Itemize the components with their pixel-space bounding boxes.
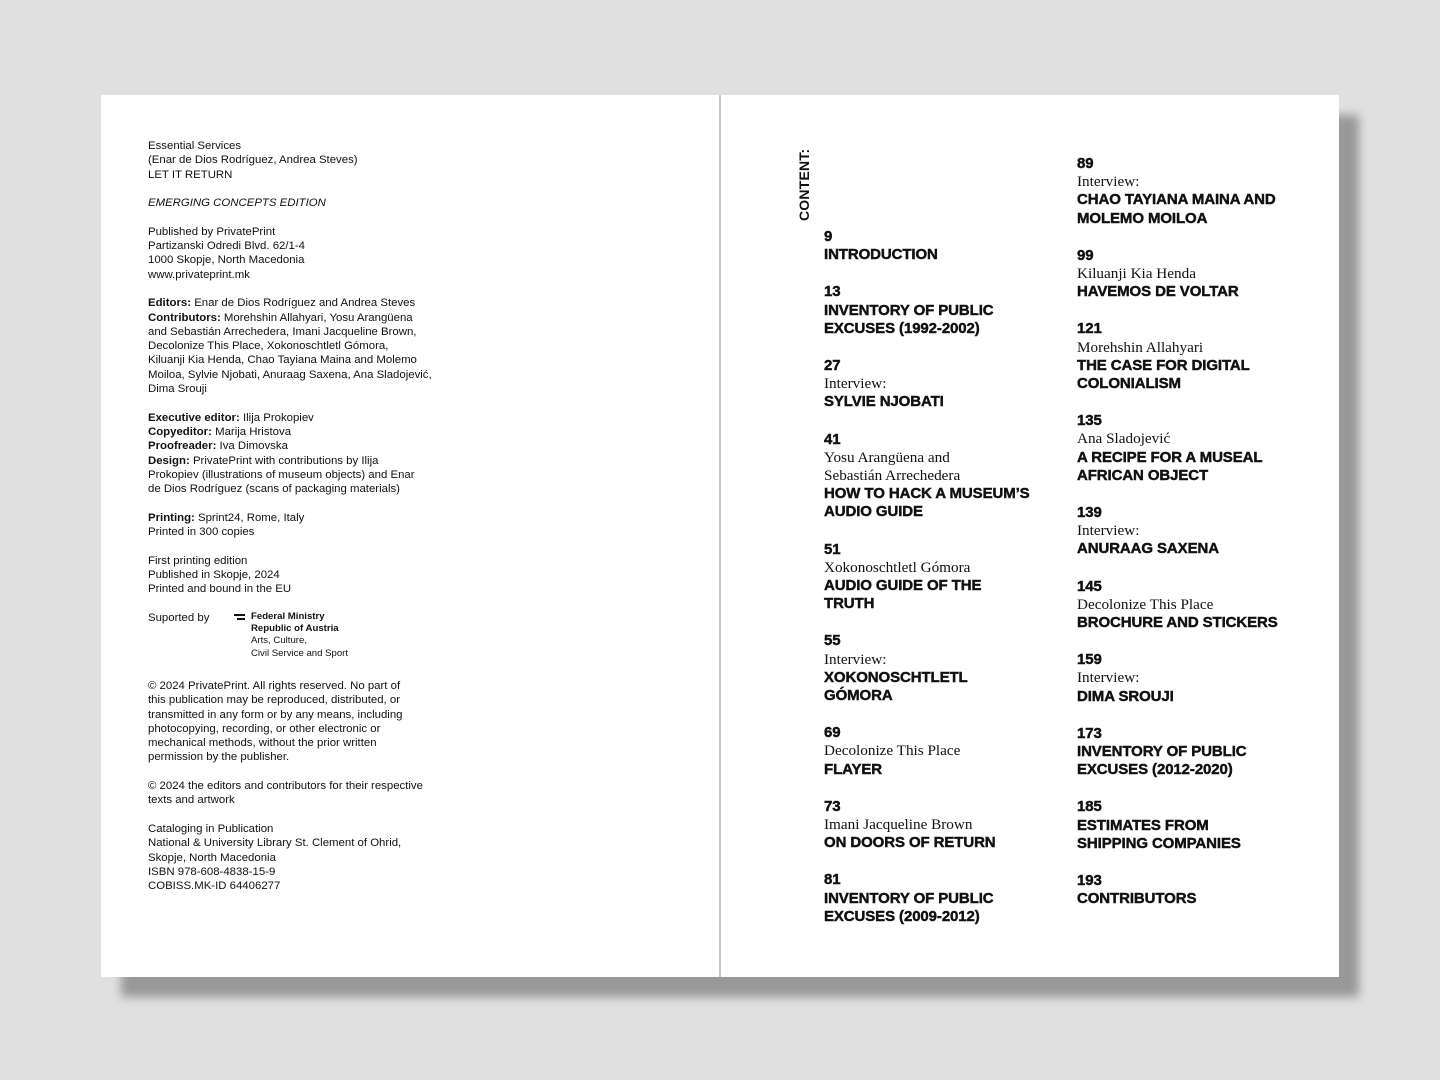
toc-title: HAVEMOS DE VOLTAR <box>1077 283 1239 301</box>
austria-flag-icon <box>234 614 245 622</box>
toc-title: INVENTORY OF PUBLIC <box>1077 743 1247 761</box>
design-line <box>148 454 478 468</box>
contributors-line <box>148 311 478 325</box>
printing-info-line: Published in Skopje, 2024 <box>148 568 280 581</box>
contents-heading: CONTENT: <box>796 148 812 221</box>
toc-page-number: 69 <box>824 724 841 742</box>
toc-title: HOW TO HACK A MUSEUM’S <box>824 485 1030 503</box>
toc-author: Interview: <box>1077 173 1140 191</box>
toc-page-number: 89 <box>1077 155 1094 172</box>
toc-title: MOLEMO MOILOA <box>1077 209 1208 227</box>
ministry-line: Federal Ministry <box>251 610 325 622</box>
design-label: Design: <box>148 454 190 467</box>
toc-title: SHIPPING COMPANIES <box>1077 834 1241 852</box>
ministry-name <box>251 611 348 660</box>
rights2-line: © 2024 the editors and contributors for their respective <box>148 780 423 793</box>
toc-entry <box>1077 412 1317 485</box>
proofreader-label: Proofreader: <box>148 440 217 453</box>
toc-title: ON DOORS OF RETURN <box>824 834 996 852</box>
toc-title: TRUTH <box>824 595 875 613</box>
cobiss-id: COBISS.MK-ID 64406277 <box>148 880 281 893</box>
toc-title: DIMA SROUJI <box>1077 687 1174 705</box>
design-value: PrivatePrint with contributions by Ilija <box>189 454 379 467</box>
copyeditor-line <box>148 425 478 439</box>
contributors-line: Decolonize This Place, Xokonoschtletl Gómora, <box>148 340 389 353</box>
editors-line <box>148 296 478 310</box>
header-line: (Enar de Dios Rodríguez, Andrea Steves) <box>148 154 358 167</box>
publisher-website: www.privateprint.mk <box>148 268 250 281</box>
toc-author: Interview: <box>824 375 887 393</box>
toc-entry <box>1077 578 1317 633</box>
toc-author: Yosu Arangüena and <box>824 448 950 466</box>
toc-title: ANURAAG SAXENA <box>1077 540 1219 558</box>
toc-title: A RECIPE FOR A MUSEAL <box>1077 448 1263 466</box>
edition-block <box>148 196 478 210</box>
publisher-block <box>148 225 478 282</box>
toc-title: AUDIO GUIDE <box>824 503 923 521</box>
toc-title: EXCUSES (2009-2012) <box>824 907 980 925</box>
design-line: Prokopiev (illustrations of museum objects) and Enar <box>148 468 415 481</box>
credits-block <box>148 296 478 396</box>
edition-name: EMERGING CONCEPTS EDITION <box>148 197 326 210</box>
toc-author: Kiluanji Kia Henda <box>1077 265 1196 283</box>
book-header <box>148 139 478 182</box>
rights2-block <box>148 779 478 808</box>
staff-block <box>148 411 478 497</box>
toc-page-number: 135 <box>1077 412 1102 430</box>
toc-entry <box>1077 247 1317 302</box>
toc-column-right <box>1077 155 1317 928</box>
toc-entry <box>824 541 1064 614</box>
header-line: Essential Services <box>148 140 242 152</box>
toc-entry <box>824 283 1064 338</box>
printed-copies: Printed in 300 copies <box>148 526 255 539</box>
executive-editor-label: Executive editor: <box>148 411 240 424</box>
toc-author: Morehshin Allahyari <box>1077 338 1204 356</box>
toc-page-number: 9 <box>824 228 833 245</box>
cip-line: Cataloging in Publication <box>148 822 274 835</box>
toc-page-number: 73 <box>824 797 841 815</box>
cip-line: Skopje, North Macedonia <box>148 851 276 864</box>
toc-title: SYLVIE NJOBATI <box>824 393 944 411</box>
toc-page-number: 51 <box>824 540 841 558</box>
rights-block <box>148 679 478 765</box>
toc-page-number: 159 <box>1077 651 1102 669</box>
contributors-line: and Sebastián Arrechedera, Imani Jacqueline Brown, <box>148 325 417 338</box>
toc-title: AUDIO GUIDE OF THE <box>824 577 982 595</box>
toc-title: CONTRIBUTORS <box>1077 890 1197 908</box>
design-line: de Dios Rodríguez (scans of packaging materials) <box>148 483 400 496</box>
toc-title: CHAO TAYIANA MAINA AND <box>1077 191 1276 209</box>
proofreader-value: Iva Dimovska <box>216 440 288 453</box>
publisher-line: Published by PrivatePrint <box>148 225 276 238</box>
contributors-line: Moiloa, Sylvie Njobati, Anuraag Saxena, Ana Sladojević, <box>148 368 432 381</box>
toc-page-number: 173 <box>1077 724 1102 742</box>
toc-entry <box>1077 155 1317 228</box>
toc-title: ESTIMATES FROM <box>1077 816 1209 834</box>
contributors-line: Kiluanji Kia Henda, Chao Tayiana Maina and Molemo <box>148 354 417 367</box>
toc-page-number: 41 <box>824 430 841 448</box>
colophon <box>148 139 478 908</box>
toc-page-number: 121 <box>1077 320 1102 338</box>
toc-entry <box>824 357 1064 412</box>
executive-editor-line <box>148 411 478 425</box>
rights-line: this publication may be reproduced, distributed, or <box>148 694 401 707</box>
toc-entry <box>1077 872 1317 908</box>
ministry-line: Arts, Culture, <box>251 635 307 647</box>
toc-title: THE CASE FOR DIGITAL <box>1077 356 1250 374</box>
colophon-page <box>101 95 719 977</box>
header-line: LET IT RETURN <box>148 168 233 181</box>
printing-block <box>148 511 478 540</box>
ministry-line: Civil Service and Sport <box>251 647 349 659</box>
toc-entry <box>1077 651 1317 706</box>
editors-value: Enar de Dios Rodríguez and Andrea Steves <box>191 297 416 310</box>
toc-entry <box>824 431 1064 522</box>
toc-page-number: 193 <box>1077 872 1102 890</box>
toc-entry <box>824 724 1064 779</box>
rights-line: mechanical methods, without the prior written <box>148 737 377 750</box>
toc-title: XOKONOSCHTLETL <box>824 668 968 686</box>
toc-page-number: 27 <box>824 357 841 375</box>
toc-author: Imani Jacqueline Brown <box>824 816 973 834</box>
publisher-line: 1000 Skopje, North Macedonia <box>148 254 305 267</box>
copyeditor-label: Copyeditor: <box>148 425 212 438</box>
toc-author: Interview: <box>824 650 887 668</box>
toc-title: BROCHURE AND STICKERS <box>1077 614 1278 632</box>
rights-line: transmitted in any form or by any means, including <box>148 708 403 721</box>
ministry-line: Republic of Austria <box>251 623 339 635</box>
publisher-line: Partizanski Odredi Blvd. 62/1-4 <box>148 240 306 253</box>
rights-line: © 2024 PrivatePrint. All rights reserved. No part of <box>148 679 401 692</box>
rights2-line: texts and artwork <box>148 794 235 807</box>
toc-title: EXCUSES (1992-2002) <box>824 319 980 337</box>
toc-column-left <box>824 228 1064 945</box>
rights-line: photocopying, recording, or other electronic or <box>148 722 381 735</box>
printing-info-line: First printing edition <box>148 554 248 567</box>
toc-title: INTRODUCTION <box>824 246 938 264</box>
toc-author: Decolonize This Place <box>824 742 961 760</box>
toc-page-number: 81 <box>824 871 841 889</box>
copyeditor-value: Marija Hristova <box>211 425 292 438</box>
printing-info-line: Printed and bound in the EU <box>148 583 292 596</box>
ministry-logo <box>234 611 348 660</box>
toc-title: GÓMORA <box>824 687 893 705</box>
cip-line: National & University Library St. Clement of Ohrid, <box>148 837 402 850</box>
toc-title: COLONIALISM <box>1077 375 1181 393</box>
toc-author: Interview: <box>1077 669 1140 687</box>
cip-block <box>148 822 478 893</box>
isbn: ISBN 978-608-4838-15-9 <box>148 865 276 878</box>
rights-line: permission by the publisher. <box>148 751 290 764</box>
toc-title: INVENTORY OF PUBLIC <box>824 301 994 319</box>
printing-label: Printing: <box>148 511 195 524</box>
toc-entry <box>1077 320 1317 393</box>
book-spread <box>101 95 1339 977</box>
contributors-label: Contributors: <box>148 311 221 324</box>
printing-value: Sprint24, Rome, Italy <box>194 511 305 524</box>
toc-page-number: 13 <box>824 283 841 301</box>
toc-author: Ana Sladojević <box>1077 430 1171 448</box>
toc-title: EXCUSES (2012-2020) <box>1077 761 1233 779</box>
toc-entry <box>824 871 1064 926</box>
contributors-value: Morehshin Allahyari, Yosu Arangüena <box>220 311 413 324</box>
toc-entry <box>1077 504 1317 559</box>
toc-page-number: 139 <box>1077 504 1102 522</box>
editors-label: Editors: <box>148 297 192 310</box>
toc-entry <box>1077 725 1317 780</box>
toc-page-number: 185 <box>1077 798 1102 816</box>
contributors-line: Dima Srouji <box>148 383 207 396</box>
toc-title: AFRICAN OBJECT <box>1077 466 1209 484</box>
executive-editor-value: Ilija Prokopiev <box>239 411 314 424</box>
toc-page-number: 55 <box>824 632 841 650</box>
toc-page-number: 99 <box>1077 246 1094 264</box>
toc-entry <box>824 798 1064 853</box>
support-block <box>148 611 478 660</box>
toc-author: Decolonize This Place <box>1077 595 1214 613</box>
supported-by-label: Suported by <box>148 611 210 624</box>
toc-author: Interview: <box>1077 522 1140 540</box>
toc-title: FLAYER <box>824 760 883 778</box>
toc-author: Xokonoschtletl Gómora <box>824 558 971 576</box>
toc-author: Sebastián Arrechedera <box>824 467 961 485</box>
toc-title: INVENTORY OF PUBLIC <box>824 889 994 907</box>
printing-line <box>148 511 478 525</box>
toc-entry <box>824 632 1064 705</box>
toc-page-number: 145 <box>1077 577 1102 595</box>
contents-page <box>721 95 1339 977</box>
proofreader-line <box>148 439 478 453</box>
toc-entry <box>1077 798 1317 853</box>
printing-info-block <box>148 554 478 597</box>
toc-entry <box>824 228 1064 264</box>
